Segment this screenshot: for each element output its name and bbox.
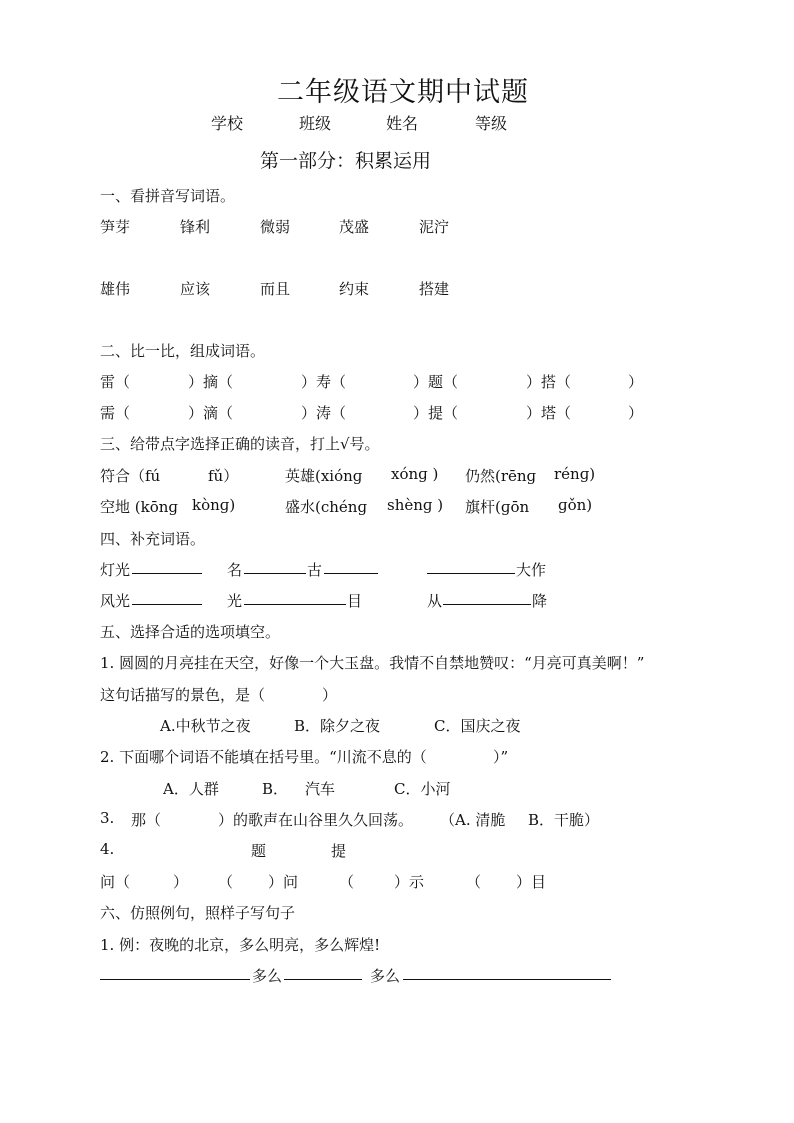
question-text: 2. 下面哪个词语不能填在括号里。“川流不息的（ — [100, 748, 427, 766]
idiom-char: 名 — [227, 561, 243, 579]
idiom-char: 光 — [227, 592, 243, 610]
idiom-blank[interactable] — [132, 590, 202, 605]
compare-item: ） — [628, 404, 644, 422]
idiom-char: 降 — [532, 592, 548, 610]
idiom-char: 古 — [307, 561, 323, 579]
compare-item[interactable]: ）寿（ — [301, 373, 347, 391]
word-item: 茂盛 — [339, 218, 370, 236]
question-text: ）” — [493, 748, 509, 766]
option-a[interactable]: A．人群 — [163, 780, 219, 798]
question-number: 4. — [100, 840, 115, 858]
option-b[interactable]: B．除夕之夜 — [294, 717, 381, 735]
question-2-line — [100, 746, 600, 766]
fill-text: ）目 — [516, 873, 547, 891]
reading-option[interactable]: kònɡ) — [192, 496, 236, 514]
option-b[interactable]: B． — [262, 780, 289, 798]
section-4-heading: 四、补充词语。 — [100, 530, 206, 548]
class-label: 班级 — [299, 114, 332, 133]
fill-text: 多么 — [370, 967, 401, 985]
compare-item: ） — [628, 373, 644, 391]
fill-text: ）示 — [394, 873, 425, 891]
question-char: 题 — [251, 842, 267, 860]
reading-option[interactable]: ɡǒn) — [558, 496, 593, 514]
section-3-heading: 三、给带点字选择正确的读音，打上√号。 — [100, 435, 380, 453]
question-char: 提 — [331, 842, 347, 860]
fill-text: （ — [218, 873, 234, 891]
question-4-line — [100, 840, 500, 860]
fill-text: ）问 — [268, 873, 299, 891]
question-2-options — [100, 778, 600, 798]
compare-item[interactable]: ）塔（ — [526, 404, 572, 422]
compare-item[interactable]: ）摘（ — [188, 373, 234, 391]
compare-item[interactable]: ）搭（ — [526, 373, 572, 391]
idiom-blank[interactable] — [244, 559, 306, 574]
idiom-char: 从 — [427, 592, 443, 610]
reading-option[interactable]: xónɡ ) — [391, 465, 439, 483]
name-label: 姓名 — [386, 114, 419, 133]
idiom-char: 风光 — [100, 592, 131, 610]
option-a[interactable]: A.中秋节之夜 — [160, 717, 251, 735]
idiom-char: 灯光 — [100, 561, 131, 579]
word-item: 锋利 — [180, 218, 211, 236]
option-a[interactable]: （A. 清脆 — [440, 811, 506, 829]
question-text: 那（ — [131, 811, 162, 829]
reading-option[interactable]: fǔ） — [208, 467, 239, 485]
question-3-line — [100, 809, 660, 829]
pinyin-row-2 — [100, 278, 700, 298]
question-1-line-2 — [100, 684, 400, 704]
question-1-options — [100, 715, 600, 735]
question-text: 这句话描写的景色，是（ — [100, 686, 266, 704]
compare-item[interactable]: 雷（ — [100, 373, 131, 391]
question-number: 3. — [100, 809, 115, 827]
question-text: ） — [322, 686, 338, 704]
reading-option[interactable]: rénɡ) — [554, 465, 596, 483]
sentence-fill-row — [100, 965, 620, 985]
compare-row-2 — [100, 402, 700, 422]
reading-option[interactable]: 盛水(chénɡ — [285, 498, 368, 516]
fill-text: 多么 — [252, 967, 283, 985]
compare-item[interactable]: ）滴（ — [188, 404, 234, 422]
option-c[interactable]: C．小河 — [394, 780, 451, 798]
word-item: 搭建 — [419, 280, 450, 298]
page-title: 二年级语文期中试题 — [277, 77, 529, 108]
section-1-heading: 一、看拼音写词语。 — [100, 187, 236, 205]
word-item: 约束 — [339, 280, 370, 298]
compare-row-1 — [100, 371, 700, 391]
idiom-char: 目 — [347, 592, 363, 610]
idiom-row-1 — [100, 559, 700, 579]
word-item: 泥泞 — [419, 218, 450, 236]
question-1-text: 1. 圆圆的月亮挂在天空，好像一个大玉盘。我情不自禁地赞叹：“月亮可真美啊！” — [100, 654, 645, 672]
idiom-blank[interactable] — [427, 559, 515, 574]
idiom-blank[interactable] — [132, 559, 202, 574]
option-b-text[interactable]: 汽车 — [305, 780, 336, 798]
reading-row-1 — [100, 465, 700, 485]
reading-option[interactable]: shènɡ ) — [387, 496, 444, 514]
question-4-fill-row — [100, 871, 600, 891]
idiom-blank[interactable] — [443, 590, 531, 605]
reading-option[interactable]: 仍然(rēnɡ — [465, 467, 537, 485]
school-label: 学校 — [211, 114, 244, 133]
grade-label: 等级 — [475, 114, 508, 133]
option-c[interactable]: C．国庆之夜 — [434, 717, 521, 735]
idiom-blank[interactable] — [244, 590, 346, 605]
example-sentence: 1. 例：夜晚的北京，多么明亮，多么辉煌! — [100, 936, 381, 954]
word-item: 而且 — [260, 280, 291, 298]
compare-item[interactable]: 需（ — [100, 404, 131, 422]
idiom-row-2 — [100, 590, 700, 610]
idiom-blank[interactable] — [324, 559, 378, 574]
option-b[interactable]: B．干脆） — [528, 811, 600, 829]
sentence-blank[interactable] — [403, 965, 611, 980]
idiom-char: 大作 — [516, 561, 547, 579]
section-5-heading: 五、选择合适的选项填空。 — [100, 623, 281, 641]
question-text: ）的歌声在山谷里久久回荡。 — [218, 811, 414, 829]
reading-option[interactable]: 英雄(xiónɡ — [285, 467, 363, 485]
reading-option[interactable]: 空地 (kōnɡ — [100, 498, 179, 516]
sentence-blank[interactable] — [284, 965, 362, 980]
fill-text: （ — [339, 873, 355, 891]
section-6-heading: 六、仿照例句，照样子写句子 — [100, 904, 296, 922]
word-item: 微弱 — [260, 218, 291, 236]
sentence-blank[interactable] — [100, 965, 250, 980]
word-item: 应该 — [180, 280, 211, 298]
reading-option[interactable]: 符合（fú — [100, 467, 161, 485]
compare-item[interactable]: ）题（ — [413, 373, 459, 391]
section-2-heading: 二、比一比，组成词语。 — [100, 342, 266, 360]
compare-item[interactable]: ）提（ — [413, 404, 459, 422]
fill-text: ） — [173, 873, 189, 891]
reading-option[interactable]: 旗杆(ɡōn — [465, 498, 530, 516]
reading-row-2 — [100, 496, 700, 516]
fill-text: 问（ — [100, 873, 131, 891]
word-item: 笋芽 — [100, 218, 131, 236]
compare-item[interactable]: ）涛（ — [301, 404, 347, 422]
fill-text: （ — [466, 873, 482, 891]
pinyin-row-1 — [100, 216, 700, 236]
word-item: 雄伟 — [100, 280, 131, 298]
part-heading: 第一部分：积累运用 — [260, 150, 432, 172]
